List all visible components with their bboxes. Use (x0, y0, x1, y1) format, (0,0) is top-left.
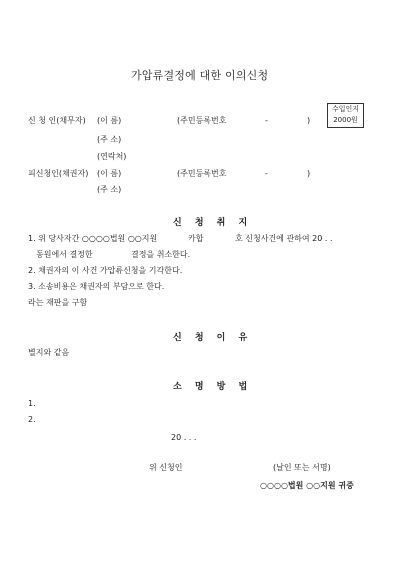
applicant-address-label: (주 소) (97, 135, 122, 144)
applicant-label: 신 청 인(채무자) (28, 116, 86, 125)
purpose-heading: 신 청 취 지 (173, 218, 253, 228)
respondent-id-label: (주민등록번호 (177, 169, 227, 178)
signature-label: 위 신청인 (149, 463, 183, 472)
purpose-closing: 라는 재판을 구함 (28, 298, 88, 307)
respondent-name-label: (이 름) (97, 169, 122, 178)
purpose-line-1a: 1. 위 당사자간 ○○○○법원 ○○지원 (28, 234, 158, 243)
applicant-id-close: ) (307, 116, 311, 125)
purpose-line-1b: 카합 (188, 234, 204, 243)
evidence-item-2: 2. (28, 415, 36, 424)
respondent-id-dash: - (265, 169, 268, 178)
purpose-line-1-cont-a: 동원에서 결정한 (36, 250, 93, 259)
respondent-address-label: (주 소) (97, 185, 122, 194)
signature-seal-note: (날인 또는 서명) (273, 463, 331, 472)
court-addressee: ○○○○법원 ○○지원 귀중 (260, 481, 354, 490)
applicant-name-label: (이 름) (97, 116, 122, 125)
revenue-stamp-box (327, 103, 364, 128)
purpose-line-2: 2. 채권자의 이 사건 가압류신청을 기각한다. (28, 266, 183, 275)
stamp-label: 수입인지 (331, 105, 360, 113)
evidence-heading: 소 명 방 법 (173, 382, 253, 392)
date-line: 20 . . . (171, 433, 197, 442)
purpose-line-3: 3. 소송비용은 채권자의 부담으로 한다. (28, 282, 165, 291)
applicant-contact-label: (연락처) (97, 152, 127, 161)
evidence-item-1: 1. (28, 399, 36, 408)
applicant-id-dash: - (265, 116, 268, 125)
respondent-label: 피신청인(채권자) (28, 169, 89, 178)
reason-heading: 신 청 이 유 (173, 333, 253, 343)
purpose-line-1-cont-b: 결정을 취소한다. (131, 250, 191, 259)
stamp-amount: 2000원 (333, 116, 358, 124)
document-title: 가압류결정에 대한 이의신청 (131, 69, 269, 82)
respondent-id-close: ) (307, 169, 311, 178)
applicant-id-label: (주민등록번호 (177, 116, 227, 125)
reason-text: 별지와 같음 (28, 348, 70, 357)
purpose-line-1c: 호 신청사건에 관하여 20 . . (235, 234, 333, 243)
